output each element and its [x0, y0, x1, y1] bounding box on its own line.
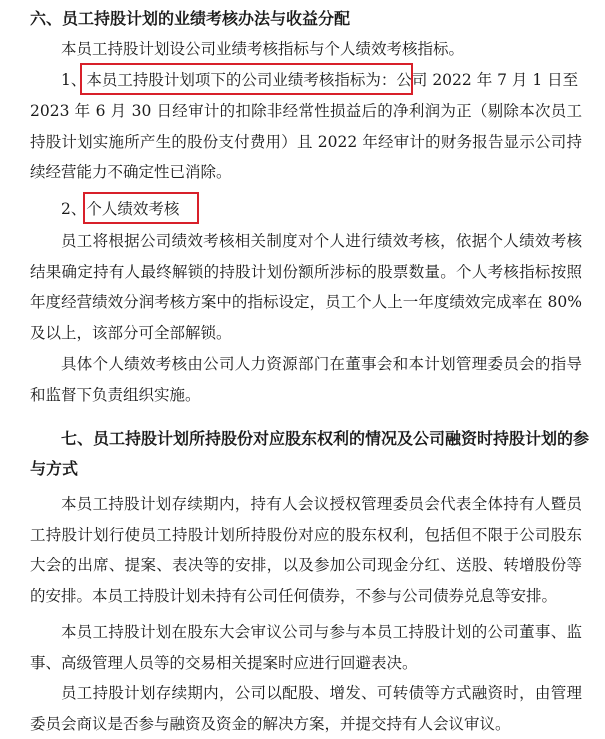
item-1-continuation: 2023 年 6 月 30 日经审计的扣除非经常性损益后的净利润为正（剔除本次员工持股计划实施所产生的股份支付费用）且 2022 年经审计的财务报告显示公司持续经营能力不确定性已消除。: [30, 102, 582, 181]
item-2-number: 2、: [61, 200, 87, 218]
section-7-heading: 七、员工持股计划所持股份对应股东权利的情况及公司融资时持股计划的参与方式: [30, 429, 590, 478]
section-6-heading: 六、员工持股计划的业绩考核办法与收益分配: [30, 9, 351, 28]
section-7-paragraph-2: 本员工持股计划在股东大会审议公司与参与本员工持股计划的公司董事、监事、高级管理人员等的交易相关提案时应进行回避表决。: [30, 623, 582, 672]
item-1-number: 1、: [61, 71, 87, 89]
implementation-paragraph: 具体个人绩效考核由公司人力资源部门在董事会和本计划管理委员会的指导和监督下负责组织实施。: [30, 355, 582, 404]
item-1-rest: 公司 2022 年 7 月 1 日至: [396, 71, 579, 89]
section-7-paragraph-1: 本员工持股计划存续期内，持有人会议授权管理委员会代表全体持有人暨员工持股计划行使员工持股计划所持股份对应的股东权利，包括但不限于公司股东大会的出席、提案、表决等的安排，以及参加公司现金分红、送股、转增股份等的安排。本员工持股计划未持有公司任何债券，不参与公司债券兑息等安排。: [30, 495, 582, 605]
item-1-highlight-text: 本员工持股计划项下的公司业绩考核指标为：: [86, 71, 397, 89]
section-7-paragraph-3: 员工持股计划存续期内，公司以配股、增发、可转债等方式融资时，由管理委员会商议是否参与融资及资金的解决方案，并提交持有人会议审议。: [30, 684, 582, 733]
section-6-intro: 本员工持股计划设公司业绩考核指标与个人绩效考核指标。: [61, 40, 465, 58]
item-1-line: [61, 65, 578, 95]
item-2-line: [61, 194, 179, 224]
personal-performance-paragraph: 员工将根据公司绩效考核相关制度对个人进行绩效考核，依据个人绩效考核结果确定持有人最终解锁的持股计划份额所涉标的股票数量。个人考核指标按照年度经营绩效分润考核方案中的指标设定，员工个人上一年度绩效完成率在 80%及以上，该部分可全部解锁。: [30, 232, 582, 342]
item-2-highlight-text: 个人绩效考核: [86, 200, 180, 218]
